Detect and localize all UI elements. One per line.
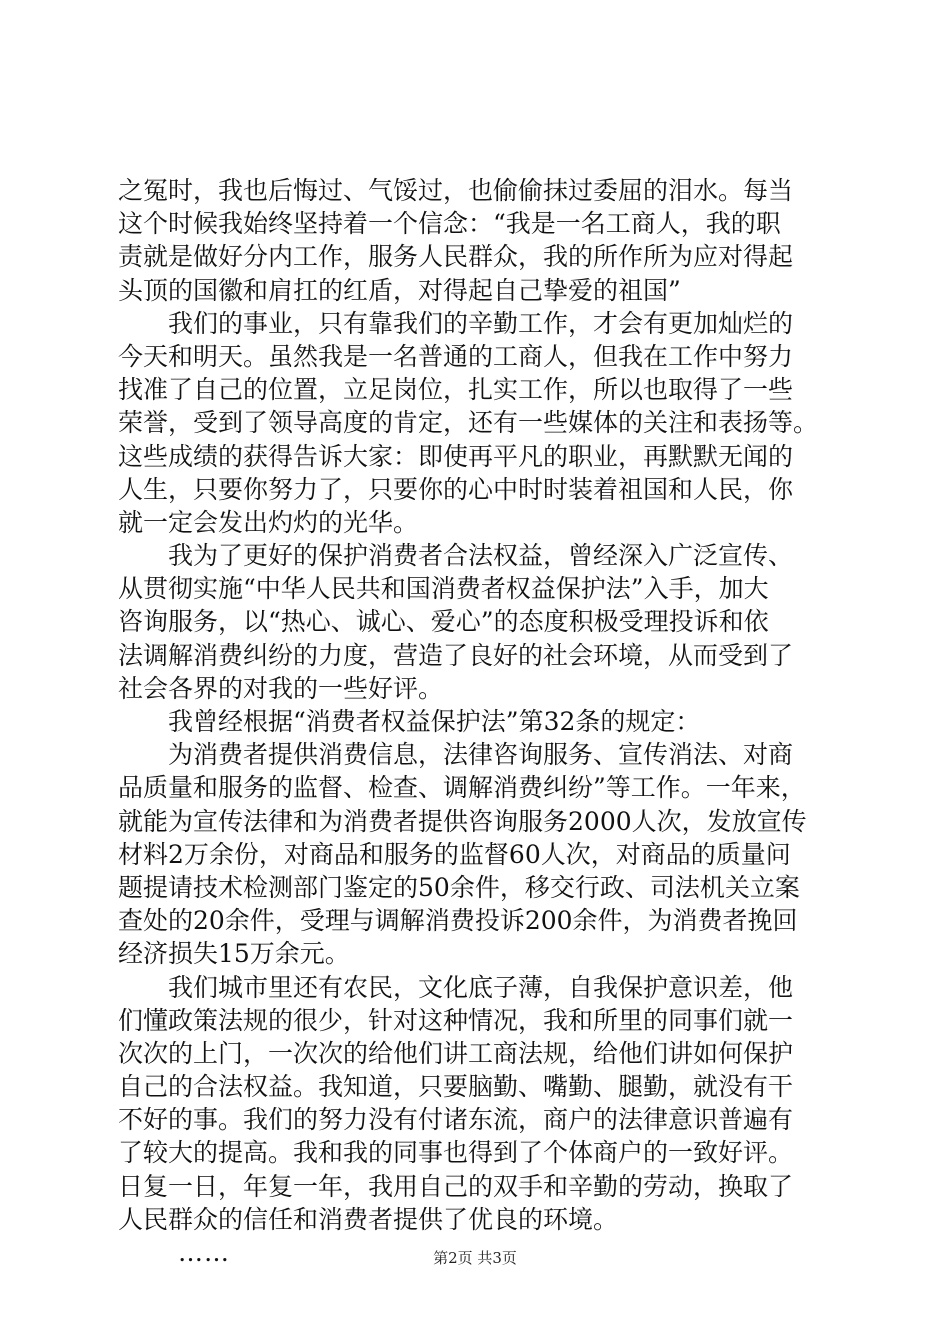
- text-line: 头顶的国徽和肩扛的红盾，对得起自己挚爱的祖国”: [118, 275, 681, 305]
- text-line: 品质量和服务的监督、检查、调解消费纠纷”等工作。一年来，: [118, 773, 806, 803]
- text-line: 法调解消费纠纷的力度，营造了良好的社会环境，从而受到了: [118, 640, 794, 670]
- text-line: 人生，只要你努力了，只要你的心中时时装着祖国和人民，你: [118, 474, 794, 504]
- text-line: 日复一日，年复一年，我用自己的双手和辛勤的劳动，换取了: [118, 1171, 794, 1201]
- text-line: 之冤时，我也后悔过、气馁过，也偷偷抹过委屈的泪水。每当: [118, 176, 794, 205]
- paragraph-first-line: 我们的事业，只有靠我们的辛勤工作，才会有更加灿烂的: [168, 308, 794, 338]
- text-line: 这些成绩的获得告诉大家：即使再平凡的职业，再默默无闻的: [118, 441, 794, 471]
- text-line: 社会各界的对我的一些好评。: [118, 673, 444, 703]
- text-line: 荣誉，受到了领导高度的肯定，还有一些媒体的关注和表扬等。: [118, 408, 819, 438]
- ellipsis-line: ……: [178, 1238, 230, 1267]
- text-line: 就能为宣传法律和为消费者提供咨询服务2000人次，发放宣传: [118, 806, 807, 836]
- text-line: 就一定会发出灼灼的光华。: [118, 507, 419, 537]
- paragraph-first-line: 我曾经根据“消费者权益保护法”第32条的规定：: [168, 707, 701, 736]
- document-body: [118, 174, 838, 1269]
- page-footer: 第2页 共3页: [433, 1249, 517, 1267]
- text-line: 不好的事。我们的努力没有付诸东流，商户的法律意识普遍有: [118, 1105, 794, 1135]
- text-line: 自己的合法权益。我知道，只要脑勤、嘴勤、腿勤，就没有干: [118, 1072, 794, 1102]
- text-line: 们懂政策法规的很少，针对这种情况，我和所里的同事们就一: [118, 1005, 794, 1035]
- text-line: 材料2万余份，对商品和服务的监督60人次，对商品的质量问: [118, 839, 791, 869]
- text-line: 次次的上门，一次次的给他们讲工商法规，给他们讲如何保护: [118, 1038, 794, 1068]
- text-line: 从贯彻实施“中华人民共和国消费者权益保护法”入手，加大: [118, 574, 769, 604]
- text-line: 咨询服务，以“热心、诚心、爱心”的态度积极受理投诉和依: [118, 607, 769, 637]
- text-line: 找准了自己的位置，立足岗位，扎实工作，所以也取得了一些: [118, 375, 794, 405]
- text-line: 人民群众的信任和消费者提供了优良的环境。: [118, 1204, 619, 1234]
- text-line: 经济损失15万余元。: [118, 939, 350, 969]
- text-line: 题提请技术检测部门鉴定的50余件，移交行政、司法机关立案: [118, 872, 800, 902]
- text-line: 查处的20余件，受理与调解消费投诉200余件，为消费者挽回: [118, 906, 798, 936]
- paragraph-first-line: 为消费者提供消费信息，法律咨询服务、宣传消法、对商: [168, 740, 794, 770]
- paragraph-first-line: 我们城市里还有农民，文化底子薄，自我保护意识差，他: [168, 972, 794, 1002]
- paragraph-first-line: 我为了更好的保护消费者合法权益，曾经深入广泛宣传、: [168, 541, 794, 571]
- text-line: 这个时候我始终坚持着一个信念：“我是一名工商人，我的职: [118, 209, 781, 239]
- text-line: 今天和明天。虽然我是一名普通的工商人，但我在工作中努力: [118, 341, 794, 371]
- text-line: 责就是做好分内工作，服务人民群众，我的所作所为应对得起: [118, 242, 794, 272]
- text-line: 了较大的提高。我和我的同事也得到了个体商户的一致好评。: [118, 1138, 794, 1168]
